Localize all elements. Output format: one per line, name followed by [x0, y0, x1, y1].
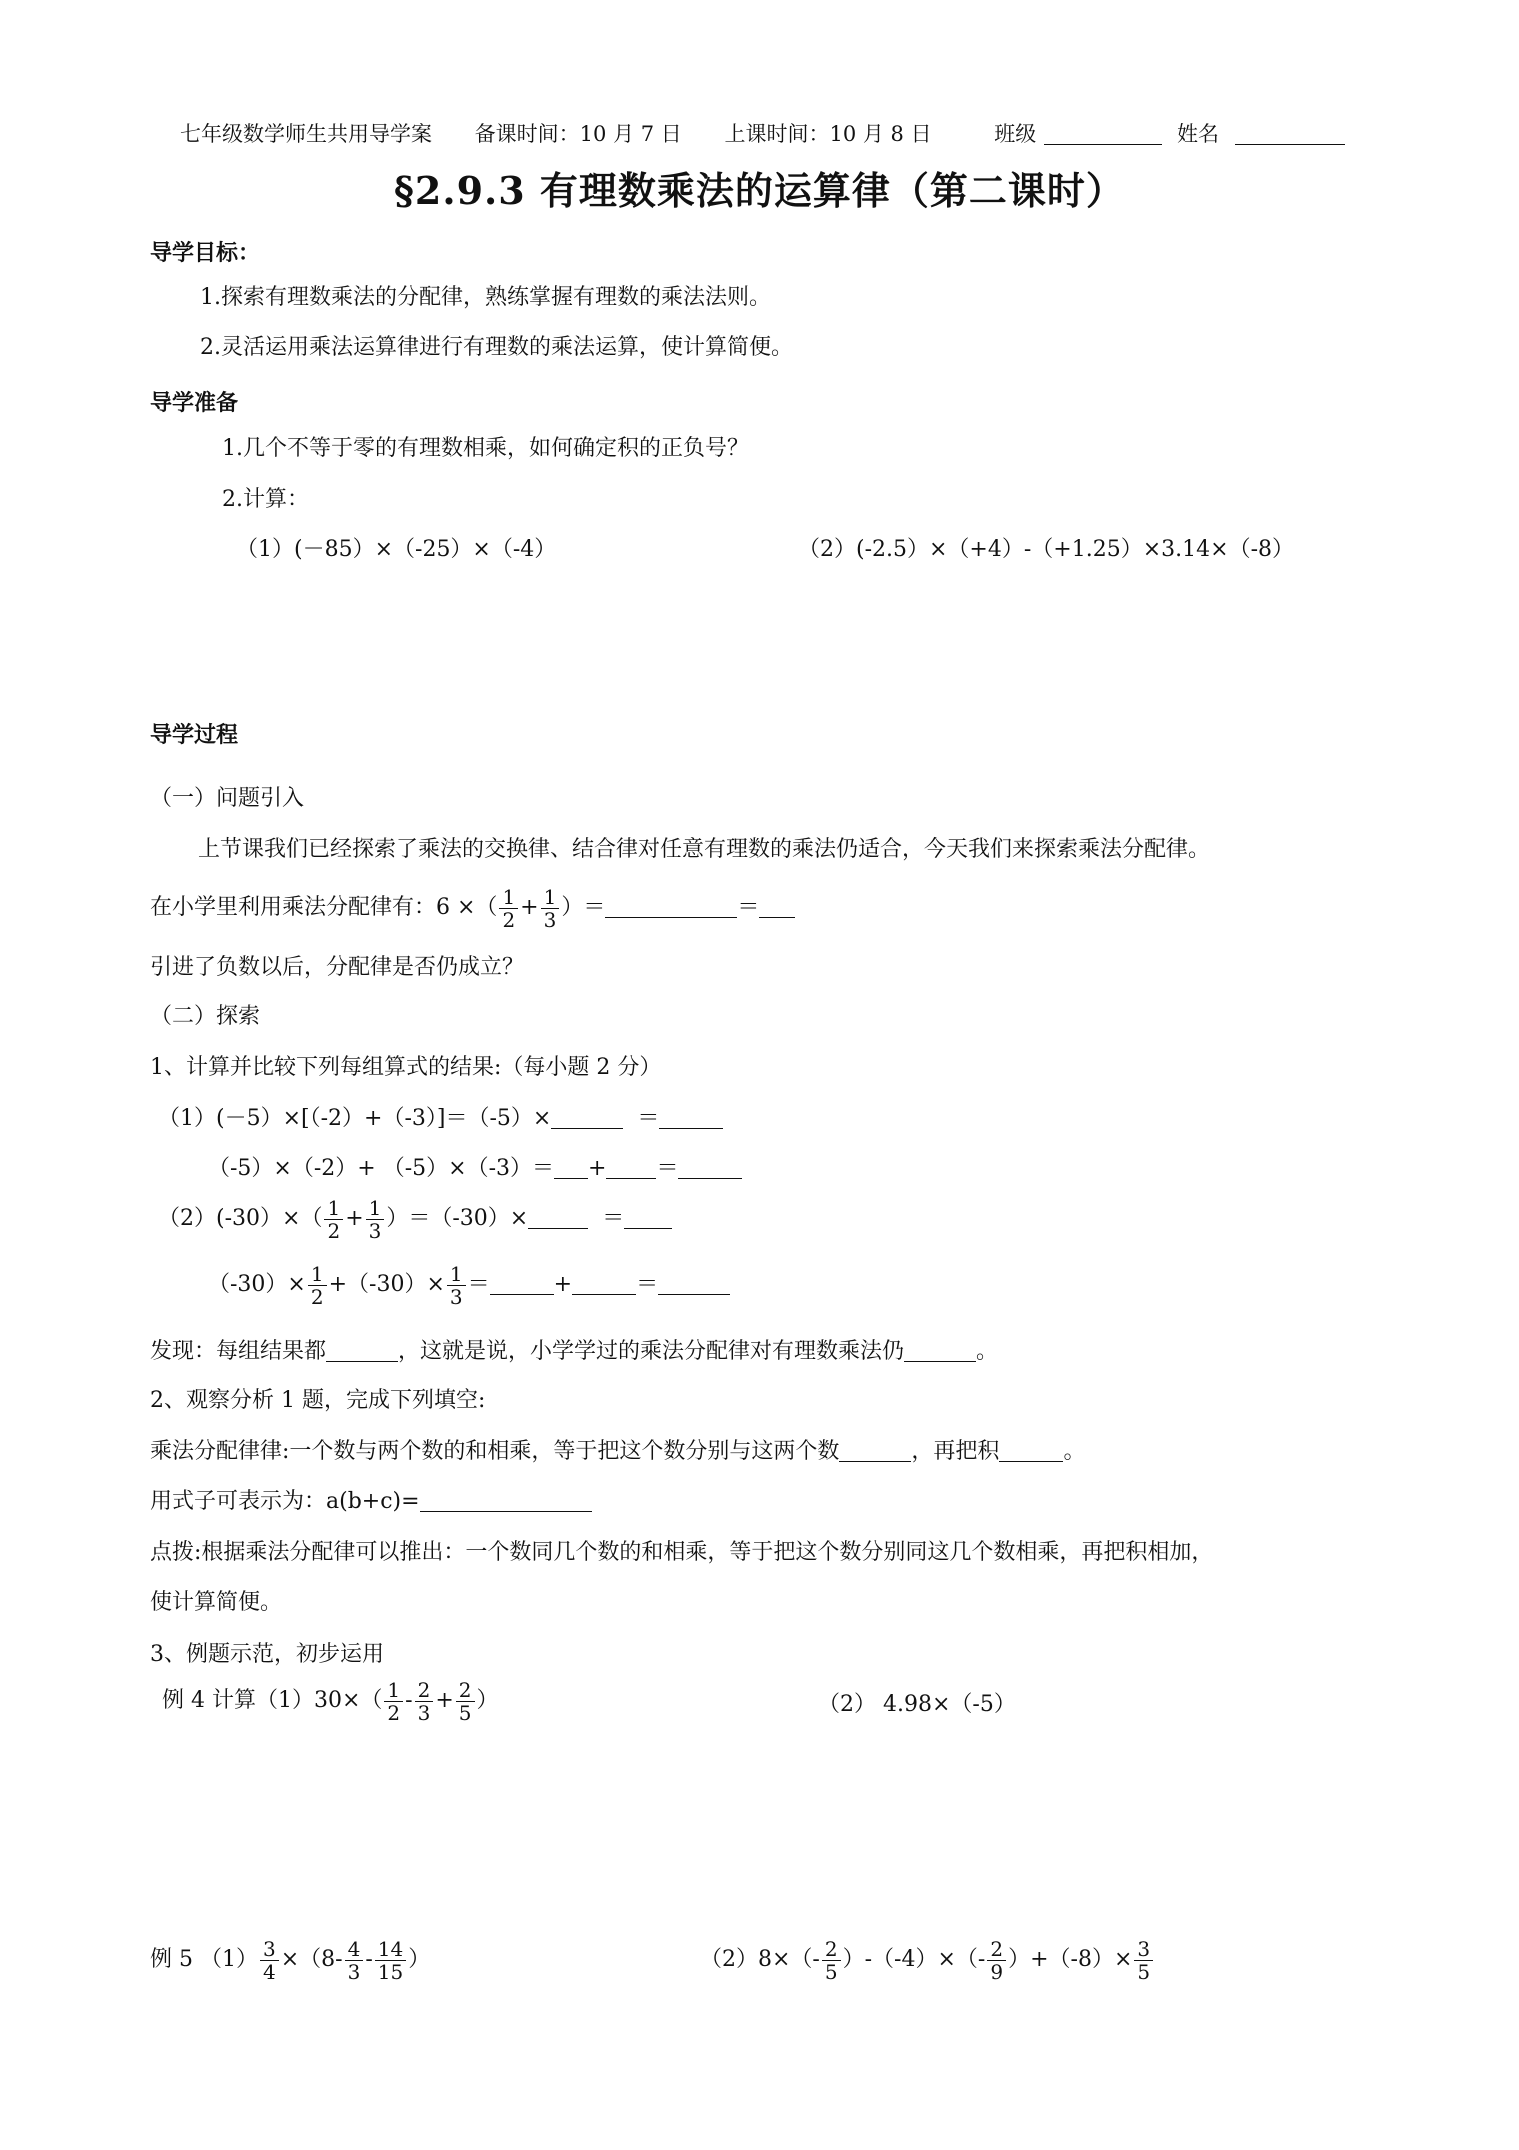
goal-item-1: 1.探索有理数乘法的分配律，熟练掌握有理数的乘法法则。: [200, 285, 771, 310]
equals-sign: ＝: [467, 1272, 490, 1297]
law-c: 。: [1063, 1439, 1086, 1464]
law-b: ，再把积: [911, 1439, 1000, 1464]
name-blank[interactable]: [1235, 122, 1345, 145]
equals-sign: ＝: [737, 895, 760, 920]
task3-title: 3、例题示范，初步运用: [150, 1642, 384, 1667]
fraction-two-fifths: $\frac{2}{5}$: [456, 1679, 475, 1724]
fraction-three-quarters: $\frac{3}{4}$: [260, 1938, 279, 1983]
prep-calc-1: （1）(－85）×（-25）×（-4）: [236, 537, 557, 562]
course-label: 七年级数学师生共用导学案: [180, 122, 432, 146]
find-b: ，这就是说，小学学过的乘法分配律对有理数乘法仍: [398, 1339, 905, 1364]
plus-sign: +: [345, 1206, 364, 1231]
find-c: 。: [976, 1339, 999, 1364]
find-blank-1[interactable]: [326, 1339, 398, 1362]
ex5a-mid: ×（8-: [280, 1947, 343, 1972]
hint-line-2: 使计算简便。: [150, 1590, 283, 1615]
ex5-label: 例 5 （1）: [150, 1947, 258, 1972]
t1a-text: （1）(－5）×[（-2）+（-3）]＝（-5）×: [158, 1106, 552, 1131]
t2b-blank-1[interactable]: [490, 1272, 554, 1295]
class-time: 上课时间：10 月 8 日: [724, 122, 932, 146]
primary-prefix: 在小学里利用乘法分配律有：6 ×（: [150, 895, 498, 920]
task1-line-4: [208, 1260, 730, 1310]
prep-time: 备课时间：10 月 7 日: [474, 122, 682, 146]
ex5b-mid1: ）-（-4）×（-: [842, 1947, 986, 1972]
find-a: 发现：每组结果都: [150, 1339, 327, 1364]
equals-sign: ＝: [636, 1272, 659, 1297]
task1-line-3: [158, 1194, 672, 1244]
t2a-blank-1[interactable]: [528, 1206, 588, 1229]
task1-line-2: [208, 1154, 742, 1184]
t2a-blank-2[interactable]: [624, 1206, 672, 1229]
fraction-one-half: $\frac{1}{2}$: [308, 1263, 327, 1308]
primary-example: [150, 883, 795, 933]
primary-blank-1[interactable]: [605, 895, 737, 918]
discovery-line: [150, 1337, 998, 1367]
primary-mid: ）＝: [561, 895, 606, 920]
fraction-two-ninths: $\frac{2}{9}$: [987, 1938, 1006, 1983]
negative-question: 引进了负数以后，分配律是否仍成立？: [150, 955, 525, 980]
fraction-three-fifths: $\frac{3}{5}$: [1134, 1938, 1153, 1983]
part2-title: （二）探索: [150, 1004, 261, 1029]
minus-sign: -: [405, 1688, 413, 1713]
t1b-blank-1[interactable]: [554, 1156, 588, 1179]
fraction-one-half: $\frac{1}{2}$: [499, 886, 518, 931]
plus-sign: +: [435, 1688, 454, 1713]
find-blank-2[interactable]: [904, 1339, 976, 1362]
fraction-fourteen-fifteenths: $\frac{14}{15}$: [375, 1938, 406, 1983]
t1b-text: （-5）×（-2）+ （-5）×（-3）＝: [208, 1156, 555, 1181]
doc-header: [180, 118, 1353, 148]
fraction-one-half: $\frac{1}{2}$: [384, 1679, 403, 1724]
t2b-mid: +（-30）×: [328, 1272, 445, 1297]
t2b-blank-2[interactable]: [572, 1272, 636, 1295]
example-5-b: [700, 1935, 1155, 1985]
t1b-blank-3[interactable]: [678, 1156, 742, 1179]
fraction-one-third: $\frac{1}{3}$: [366, 1197, 385, 1242]
t2b-blank-3[interactable]: [658, 1272, 730, 1295]
fraction-one-half: $\frac{1}{2}$: [324, 1197, 343, 1242]
ex4-close: ）: [476, 1688, 499, 1713]
fraction-two-fifths: $\frac{2}{5}$: [822, 1938, 841, 1983]
class-label: 班级: [994, 122, 1037, 146]
formula-text: 用式子可表示为：a(b+c)=: [150, 1489, 420, 1514]
intro-text: 上节课我们已经探索了乘法的交换律、结合律对任意有理数的乘法仍适合，今天我们来探索乘法分配律。: [198, 837, 1211, 862]
minus-sign: -: [365, 1947, 373, 1972]
page-title: §2.9.3 有理数乘法的运算律（第二课时）: [394, 168, 1125, 213]
t2a-prefix: （2）(-30）×（: [158, 1206, 323, 1231]
law-a: 乘法分配律律:一个数与两个数的和相乘，等于把这个数分别与这两个数: [150, 1439, 840, 1464]
law-blank-2[interactable]: [999, 1439, 1063, 1462]
law-blank-1[interactable]: [839, 1439, 911, 1462]
process-heading: 导学过程: [150, 722, 239, 748]
name-label: 姓名: [1176, 122, 1219, 146]
plus-sign: +: [520, 895, 539, 920]
t1a-blank-1[interactable]: [551, 1106, 623, 1129]
t1a-blank-2[interactable]: [659, 1106, 723, 1129]
task1-title: 1、计算并比较下列每组算式的结果:（每小题 2 分）: [150, 1055, 662, 1080]
equals-sign: ＝: [637, 1106, 660, 1131]
t2a-suffix: ）＝（-30）×: [386, 1206, 529, 1231]
example-5-a: [150, 1935, 430, 1985]
prep-heading: 导学准备: [150, 390, 239, 416]
goal-item-2: 2.灵活运用乘法运算律进行有理数的乘法运算，使计算简便。: [200, 335, 793, 360]
fraction-two-thirds: $\frac{2}{3}$: [415, 1679, 434, 1724]
fraction-one-third: $\frac{1}{3}$: [541, 886, 560, 931]
example-4-a: [162, 1676, 499, 1726]
ex5b-prefix: （2）8×（-: [700, 1947, 820, 1972]
fraction-one-third: $\frac{1}{3}$: [447, 1263, 466, 1308]
ex5a-close: ）: [408, 1947, 431, 1972]
hint-line-1: 点拨:根据乘法分配律可以推出：一个数同几个数的和相乘，等于把这个数分别同这几个数相乘，再把积相加，: [150, 1540, 1214, 1565]
formula-blank[interactable]: [420, 1489, 592, 1512]
goals-heading: 导学目标：: [150, 240, 261, 266]
prep-question-1: 1.几个不等于零的有理数相乘，如何确定积的正负号？: [222, 436, 749, 461]
distributive-law: [150, 1437, 1085, 1467]
task1-line-1: [158, 1104, 723, 1134]
class-blank[interactable]: [1044, 122, 1162, 145]
t1b-blank-2[interactable]: [606, 1156, 656, 1179]
prep-calc-2: （2）(-2.5）×（+4）-（+1.25）×3.14×（-8）: [798, 537, 1294, 562]
part1-title: （一）问题引入: [150, 786, 305, 811]
equals-sign: ＝: [656, 1156, 679, 1181]
example-4-b: （2） 4.98×（-5）: [818, 1692, 1016, 1717]
plus-sign: +: [553, 1272, 573, 1297]
prep-question-2: 2.计算：: [222, 487, 309, 512]
formula-line: [150, 1487, 592, 1517]
ex4-label: 例 4 计算（1）30×（: [162, 1688, 383, 1713]
fraction-four-thirds: $\frac{4}{3}$: [345, 1938, 364, 1983]
t2b-prefix: （-30）×: [208, 1272, 306, 1297]
ex5b-mid2: ）+（-8）×: [1008, 1947, 1133, 1972]
plus-sign: +: [588, 1156, 607, 1181]
task2-title: 2、观察分析 1 题，完成下列填空:: [150, 1388, 486, 1413]
primary-blank-2[interactable]: [759, 895, 795, 918]
equals-sign: ＝: [602, 1206, 625, 1231]
